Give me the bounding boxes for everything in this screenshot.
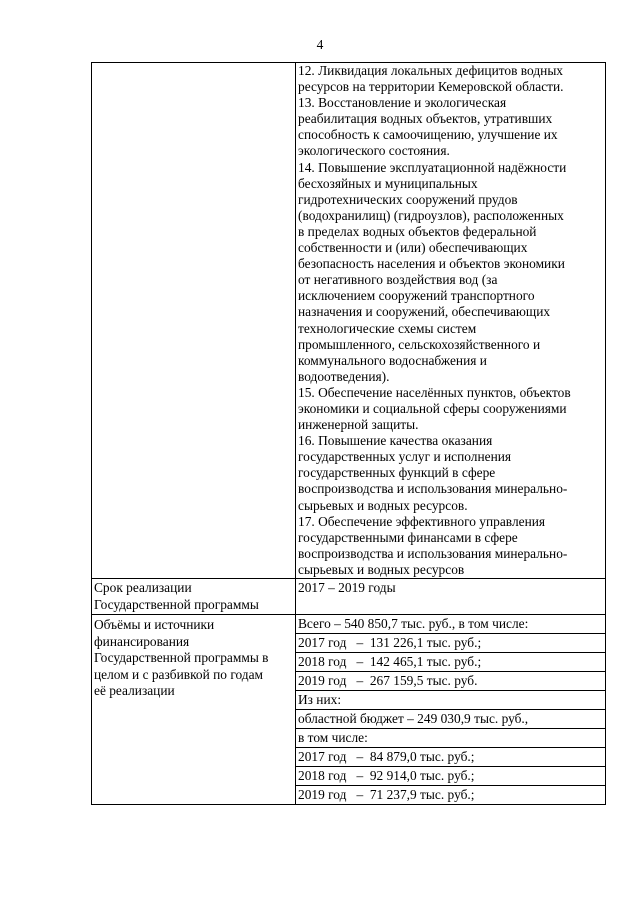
- funding-label-line: Объёмы и источники: [94, 617, 215, 632]
- term-row: [92, 579, 606, 615]
- goal-text-line: 13. Восстановление и экологическая: [298, 95, 507, 111]
- goal-text-line: от негативного воздействия вод (за: [298, 272, 498, 288]
- goal-text-line: 12. Ликвидация локальных дефицитов водных: [298, 63, 564, 78]
- goal-text-line: водоотведения).: [298, 368, 390, 384]
- funding-label-line: финансирования: [94, 633, 190, 649]
- goal-text-line: гидротехнических сооружений прудов: [298, 191, 518, 207]
- funding-line: 2017 год – 84 879,0 тыс. руб.;: [296, 748, 605, 767]
- funding-label-line: целом и с разбивкой по годам: [94, 666, 264, 682]
- funding-line: 2019 год – 267 159,5 тыс. руб.: [296, 672, 605, 691]
- goal-text-line: в пределах водных объектов федеральной: [298, 223, 537, 239]
- goal-text-line: 16. Повышение качества оказания: [298, 433, 493, 449]
- funding-line: 2018 год – 142 465,1 тыс. руб.;: [296, 653, 605, 672]
- goal-text-line: государственных услуг и исполнения: [298, 449, 512, 465]
- goals-cell: [296, 63, 606, 579]
- funding-line: Всего – 540 850,7 тыс. руб., в том числе:: [296, 615, 605, 634]
- goal-text-line: экономики и социальной сферы сооружениями: [298, 400, 567, 416]
- funding-line: 2017 год – 131 226,1 тыс. руб.;: [296, 634, 605, 653]
- goal-text-line: исключением сооружений транспортного: [298, 288, 535, 304]
- goal-text-line: сырьевых и водных ресурсов: [298, 561, 465, 577]
- funding-label-line: её реализации: [94, 683, 175, 698]
- program-passport-table: [91, 62, 606, 805]
- goals-row: [92, 63, 606, 579]
- goal-text-line: коммунального водоснабжения и: [298, 352, 487, 368]
- goal-text-line: 14. Повышение эксплуатационной надёжности: [298, 159, 567, 175]
- funding-line: областной бюджет – 249 030,9 тыс. руб.,: [296, 710, 605, 729]
- goal-text-line: государственных функций в сфере: [298, 465, 496, 481]
- funding-line: в том числе:: [296, 729, 605, 748]
- goal-text-line: воспроизводства и использования минерально-: [298, 481, 568, 497]
- goal-text-line: технологические схемы систем: [298, 320, 477, 336]
- goal-text-line: реабилитация водных объектов, утративших: [298, 111, 553, 127]
- funding-label-line: Государственной программы в: [94, 650, 269, 665]
- goal-text-line: сырьевых и водных ресурсов.: [298, 497, 468, 513]
- goal-text-line: экологического состояния.: [298, 143, 450, 159]
- funding-value-cell: [296, 615, 606, 805]
- term-value-cell: [296, 579, 606, 615]
- term-label-line: Срок реализации: [94, 580, 192, 595]
- term-label-line: Государственной программы: [94, 596, 259, 612]
- funding-row: [92, 615, 606, 805]
- funding-line: 2018 год – 92 914,0 тыс. руб.;: [296, 767, 605, 786]
- goal-text-line: бесхозяйных и муниципальных: [298, 175, 478, 191]
- goal-text-line: способность к самоочищению, улучшение их: [298, 127, 558, 143]
- goal-text-line: 17. Обеспечение эффективного управления: [298, 513, 546, 529]
- goal-text-line: государственными финансами в сфере: [298, 529, 518, 545]
- goal-text-line: назначения и сооружений, обеспечивающих: [298, 304, 551, 320]
- page-number: 4: [316, 37, 324, 52]
- goal-text-line: безопасность населения и объектов экономики: [298, 256, 565, 272]
- funding-label-cell: [92, 615, 296, 805]
- goal-text-line: инженерной защиты.: [298, 417, 419, 433]
- term-label-cell: [92, 579, 296, 615]
- term-value: 2017 – 2019 годы: [298, 580, 396, 595]
- funding-line: 2019 год – 71 237,9 тыс. руб.;: [298, 787, 475, 802]
- goal-text-line: промышленного, сельскохозяйственного и: [298, 336, 541, 352]
- goal-text-line: ресурсов на территории Кемеровской области.: [298, 79, 564, 95]
- goal-text-line: воспроизводства и использования минерально-: [298, 545, 568, 561]
- goal-text-line: (водохранилищ) (гидроузлов), расположенных: [298, 207, 564, 223]
- funding-line: Из них:: [296, 691, 605, 710]
- goal-text-line: собственности и (или) обеспечивающих: [298, 240, 528, 256]
- goals-label-cell: [92, 63, 296, 579]
- goal-text-line: 15. Обеспечение населённых пунктов, объектов: [298, 384, 571, 400]
